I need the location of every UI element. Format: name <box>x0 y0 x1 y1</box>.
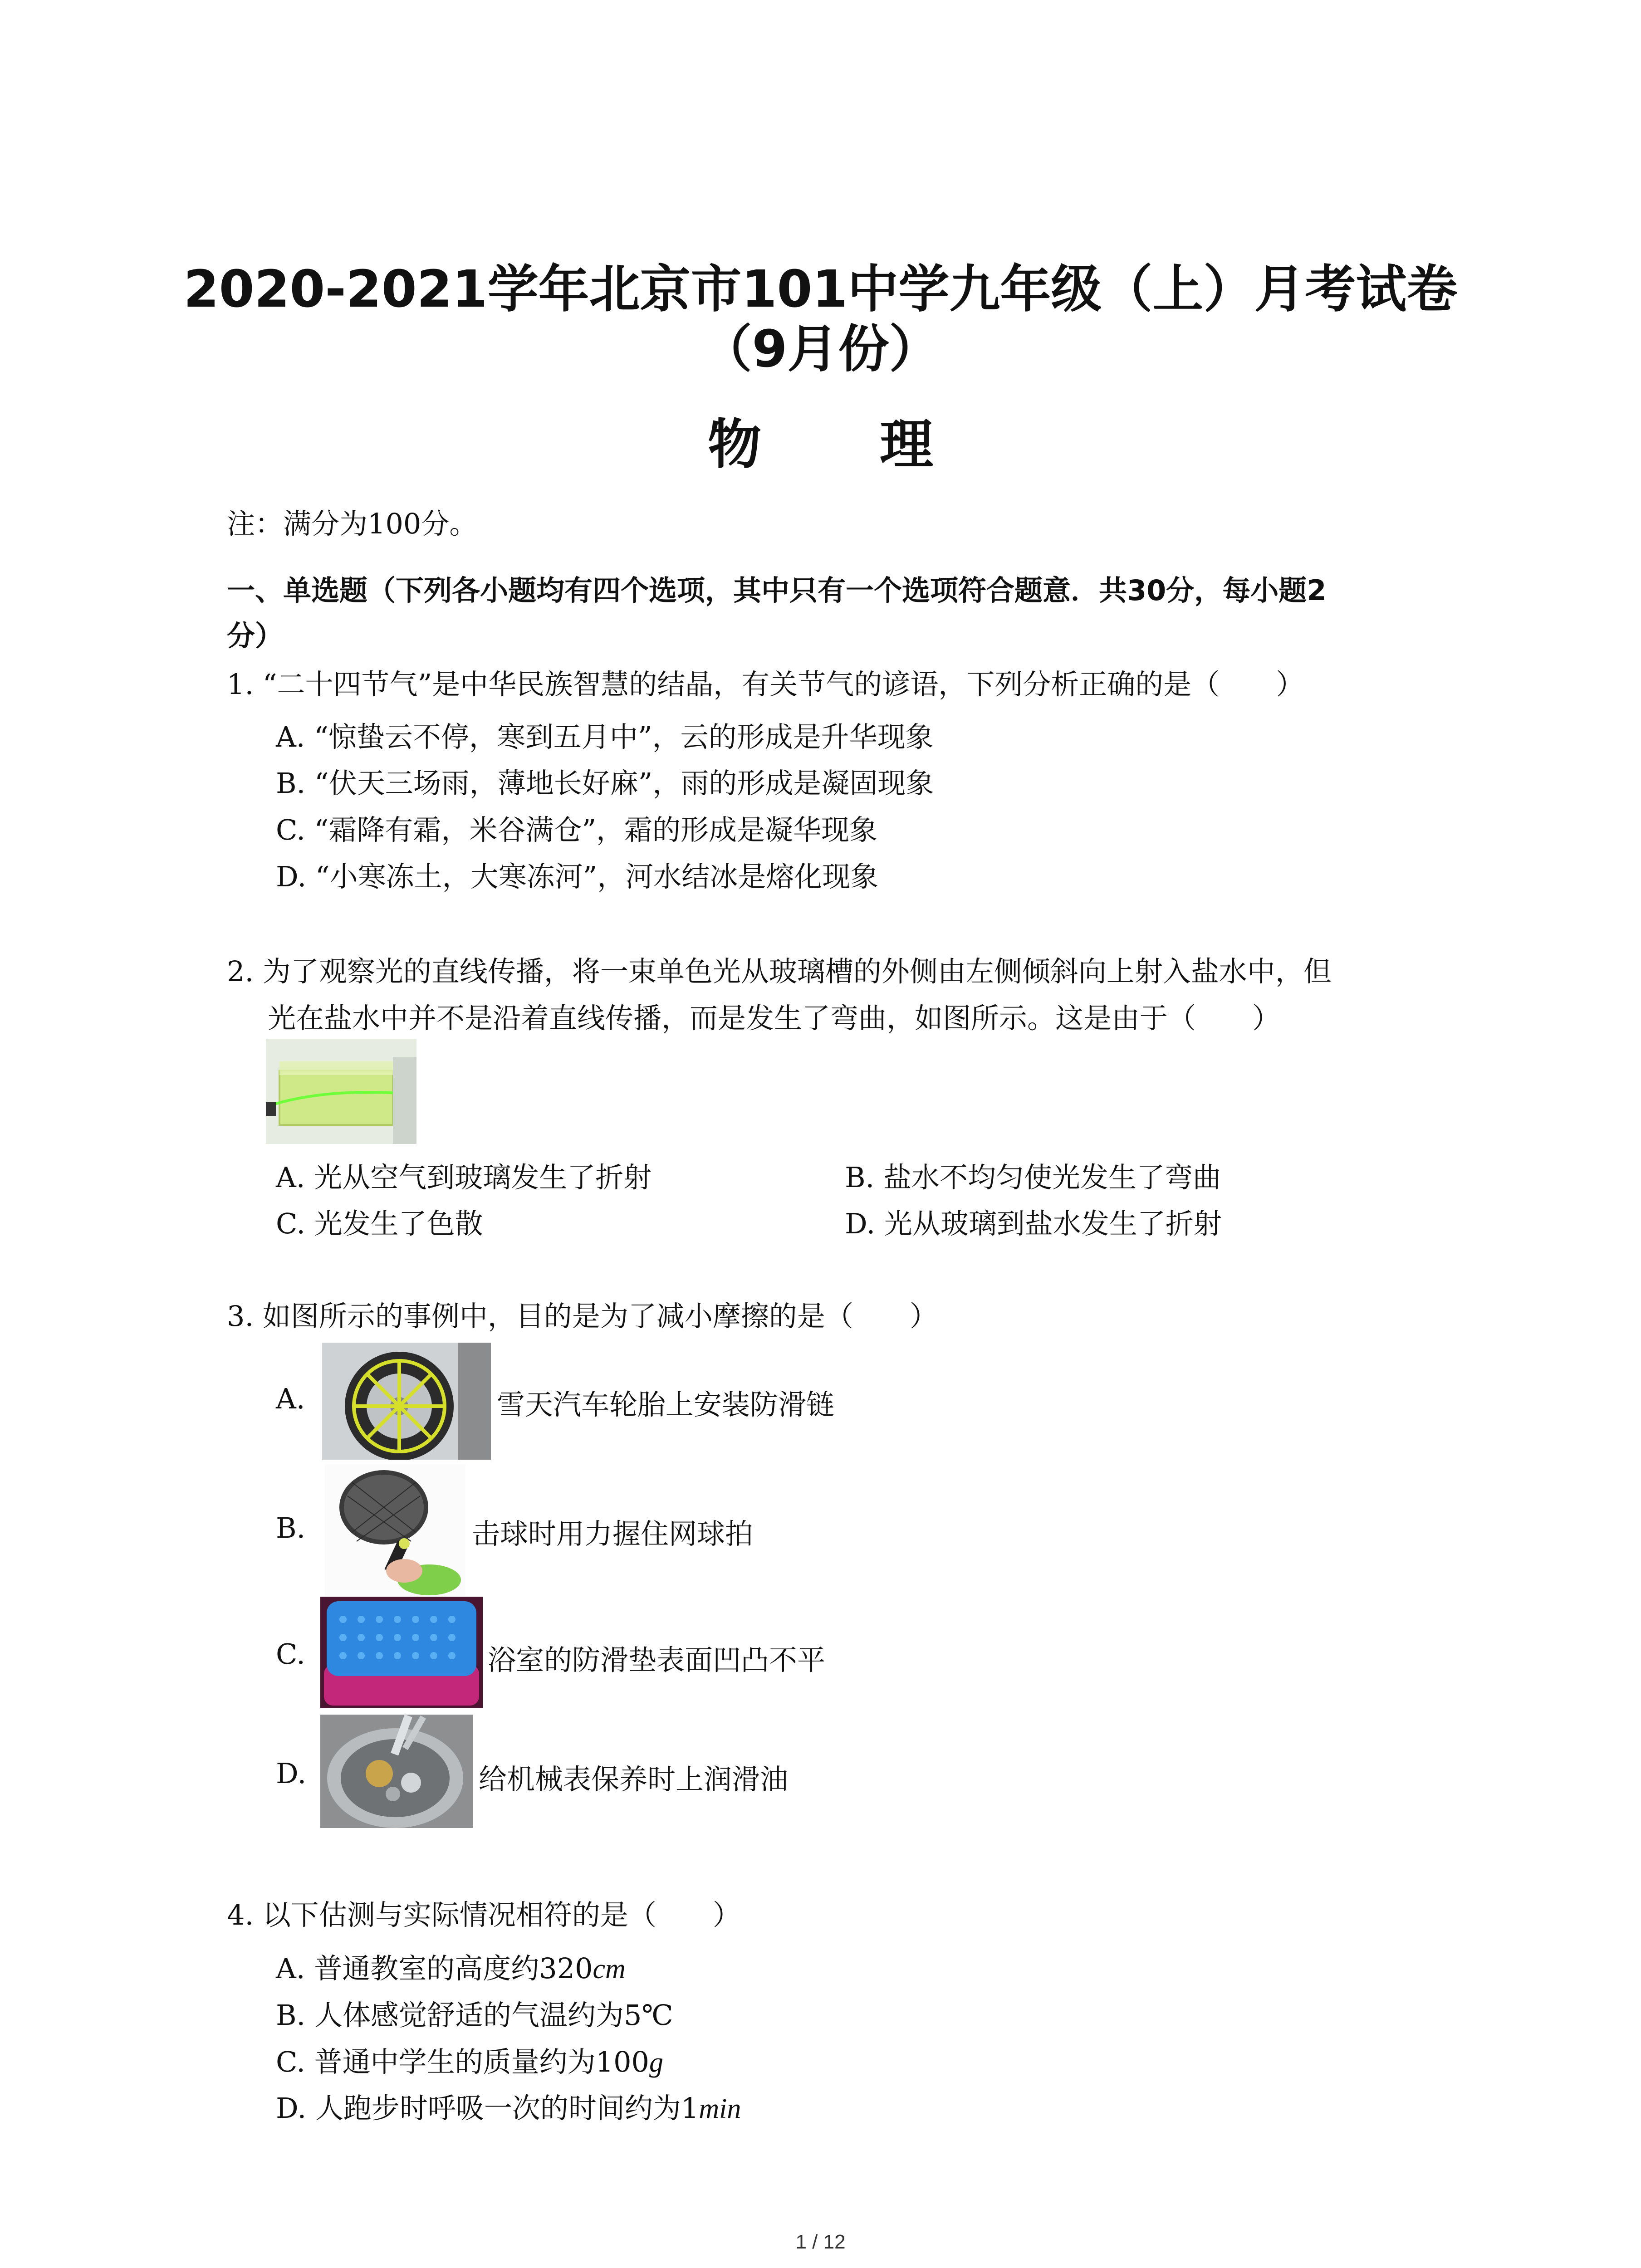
question-4-option-a <box>276 1946 626 1986</box>
section-heading-line1: 一、单选题（下列各小题均有四个选项，其中只有一个选项符合题意．共30分，每小题2 <box>227 574 1327 607</box>
question-1-option-c: C. “霜降有霜，米谷满仓”，霜的形成是凝华现象 <box>276 813 878 846</box>
laser-tank-illustration <box>266 1039 416 1144</box>
question-4-option-a-unit: cm <box>593 1954 626 1984</box>
question-4-option-c-unit: g <box>649 2047 663 2078</box>
question-4-option-b-text: B. 人体感觉舒适的气温约为5℃ <box>276 1999 673 2032</box>
anti-slip-mat-image <box>320 1597 483 1708</box>
exam-title-line1: 2020-2021学年北京市101中学九年级（上）月考试卷 <box>183 260 1458 319</box>
question-1-stem: 1. “二十四节气”是中华民族智慧的结晶，有关节气的谚语，下列分析正确的是（ ） <box>227 668 1304 701</box>
mat-illustration <box>320 1597 483 1708</box>
question-3-option-a-letter: A. <box>276 1382 305 1415</box>
question-3-option-a-text: 雪天汽车轮胎上安装防滑链 <box>497 1388 835 1421</box>
question-2-option-b: B. 盐水不均匀使光发生了弯曲 <box>845 1161 1221 1194</box>
question-4-option-c-text: C. 普通中学生的质量约为100 <box>276 2045 649 2078</box>
question-1-option-a: A. “惊蛰云不停，寒到五月中”，云的形成是升华现象 <box>276 720 934 753</box>
tennis-racket-image <box>325 1464 465 1596</box>
page-number: 1 / 12 <box>795 2231 846 2253</box>
section-heading-line2: 分） <box>227 619 284 652</box>
question-3-option-d-letter: D. <box>276 1757 307 1790</box>
question-4-option-a-text: A. 普通教室的高度约320 <box>276 1952 593 1985</box>
question-3-stem: 3. 如图所示的事例中，目的是为了减小摩擦的是（ ） <box>227 1300 938 1333</box>
question-4-option-c <box>276 2039 663 2080</box>
exam-title-line2: （9月份） <box>701 320 940 379</box>
question-4-stem: 4. 以下估测与实际情况相符的是（ ） <box>227 1898 741 1931</box>
watch-illustration <box>320 1715 473 1828</box>
subject-title: 物 理 <box>707 413 984 476</box>
tire-chain-illustration <box>322 1343 491 1460</box>
snow-chain-tire-image <box>322 1343 491 1460</box>
question-1-option-d: D. “小寒冻土，大寒冻河”，河水结冰是熔化现象 <box>276 860 879 893</box>
question-3-option-b-text: 击球时用力握住网球拍 <box>472 1517 754 1550</box>
question-3-option-c-text: 浴室的防滑垫表面凹凸不平 <box>488 1643 826 1677</box>
question-4-option-d <box>276 2086 741 2126</box>
question-4-option-b <box>276 1993 673 2033</box>
question-2-option-a: A. 光从空气到玻璃发生了折射 <box>276 1161 652 1194</box>
question-2-stem-line2: 光在盐水中并不是沿着直线传播，而是发生了弯曲，如图所示。这是由于（ ） <box>268 1002 1281 1035</box>
question-3-option-d-text: 给机械表保养时上润滑油 <box>479 1763 789 1796</box>
question-1-option-b: B. “伏天三场雨，薄地长好麻”，雨的形成是凝固现象 <box>276 767 934 800</box>
question-2-stem-line1: 2. 为了观察光的直线传播，将一束单色光从玻璃槽的外侧由左侧倾斜向上射入盐水中，但 <box>227 955 1332 988</box>
question-2-option-c: C. 光发生了色散 <box>276 1207 483 1240</box>
question-3-option-c-letter: C. <box>276 1637 305 1671</box>
mechanical-watch-image <box>320 1715 473 1828</box>
question-2-option-d: D. 光从玻璃到盐水发生了折射 <box>845 1207 1222 1240</box>
laser-tank-image <box>266 1039 416 1144</box>
question-3-option-b-letter: B. <box>276 1511 306 1545</box>
question-4-option-d-unit: min <box>699 2093 741 2124</box>
racket-illustration <box>325 1464 465 1596</box>
question-4-option-d-text: D. 人跑步时呼吸一次的时间约为1 <box>276 2092 699 2125</box>
score-note: 注：满分为100分。 <box>227 507 478 540</box>
